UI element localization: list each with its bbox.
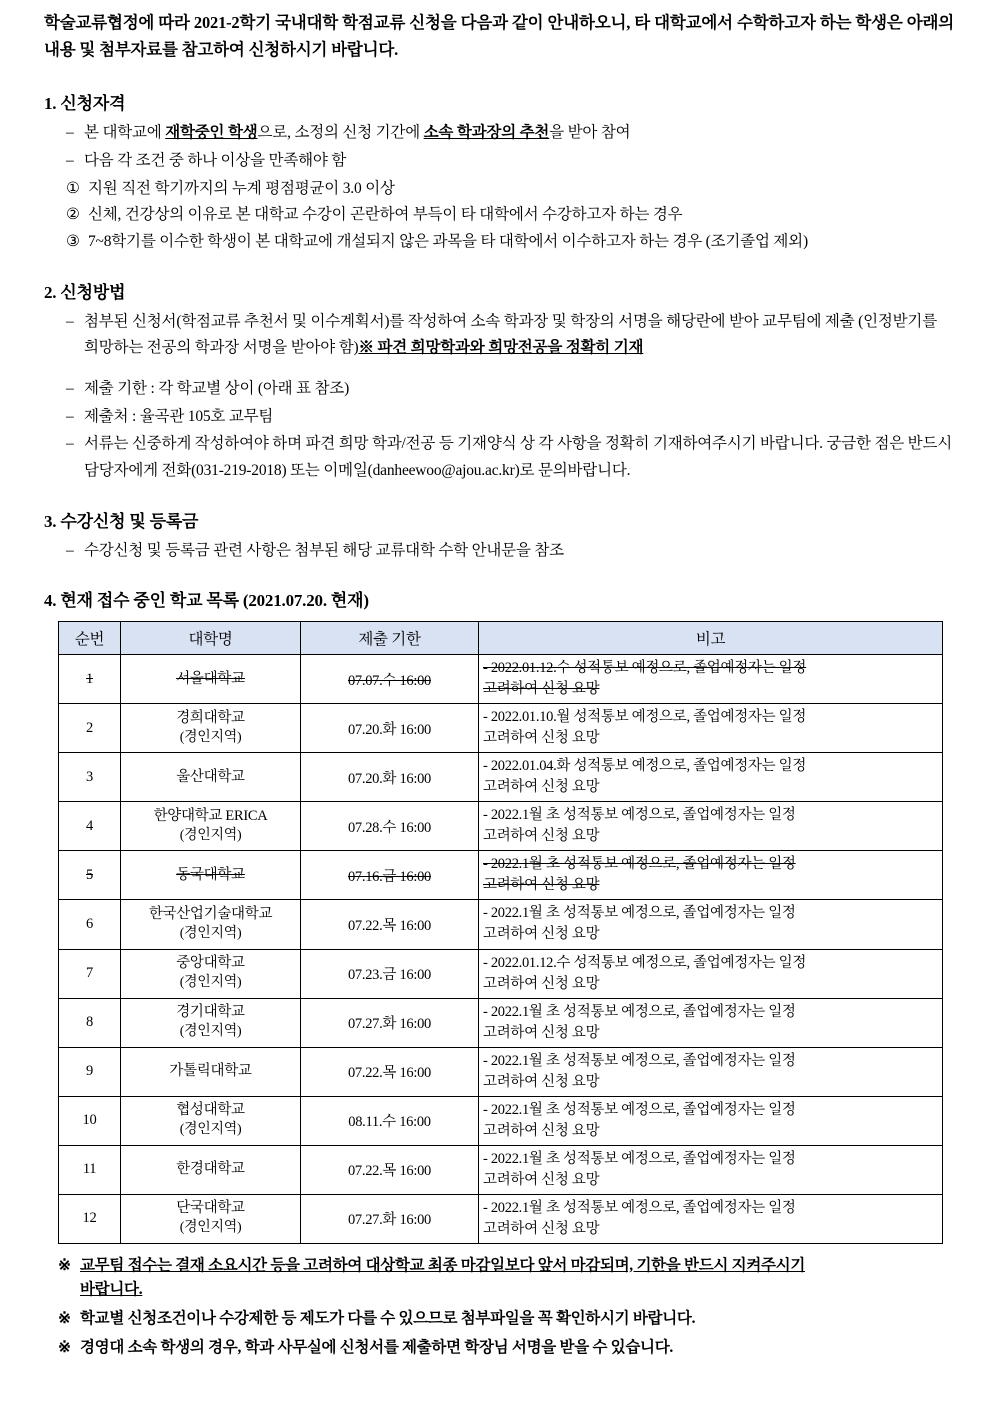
- section-application-method: [44, 278, 954, 485]
- cell-university: [121, 1194, 301, 1243]
- cell-note: [479, 900, 943, 949]
- section-registration: [44, 507, 954, 565]
- section-3-heading: 3. 수강신청 및 등록금: [44, 511, 199, 531]
- note-line-2: 고려하여 신청 요망: [483, 1220, 600, 1237]
- cell-university: [121, 1145, 301, 1194]
- circled-number: ②: [66, 206, 80, 224]
- footnotes: [58, 1254, 954, 1361]
- footnote: [58, 1254, 954, 1304]
- item-text-pre: 본 대학교에: [84, 124, 166, 142]
- university-name: 한양대학교 ERICA: [153, 808, 268, 825]
- university-region: (경인지역): [179, 1121, 242, 1137]
- section-school-list: [44, 586, 954, 1361]
- cell-due: 07.27.화 16:00: [301, 998, 479, 1047]
- item-emphasis-1: 재학중인 학생: [165, 124, 258, 142]
- cell-note: [479, 998, 943, 1047]
- note-line-1: - 2022.1월 초 성적통보 예정으로, 졸업예정자는 일정: [483, 856, 796, 873]
- university-region: (경인지역): [179, 1023, 242, 1039]
- table-row: [59, 704, 943, 753]
- reference-mark: ※: [58, 1339, 71, 1357]
- footnote-line-1: 교무팀 접수는 결재 소요시간 등을 고려하여 대상학교 최종 마감일보다 앞서 마감되며, 기한을 반드시 지켜주시기: [80, 1256, 806, 1274]
- cell-note: [479, 753, 943, 802]
- note-line-2: 고려하여 신청 요망: [483, 1073, 600, 1090]
- cell-no: 6: [59, 900, 121, 949]
- cell-university: [121, 704, 301, 753]
- reference-mark: ※: [58, 1310, 71, 1328]
- note-line-2: 고려하여 신청 요망: [483, 975, 600, 992]
- table-row: [59, 802, 943, 851]
- cell-note: [479, 655, 943, 704]
- table-row: [59, 1096, 943, 1145]
- section-3-list: [44, 538, 954, 565]
- note-line-1: - 2022.01.12.수 성적통보 예정으로, 졸업예정자는 일정: [483, 660, 807, 677]
- list-item: – 수강신청 및 등록금 관련 사항은 첨부된 해당 교류대학 수학 안내문을 참조: [66, 538, 954, 565]
- table-row: [59, 851, 943, 900]
- university-name: 한국산업기술대학교: [148, 906, 273, 923]
- cell-note: [479, 704, 943, 753]
- university-name: 서울대학교: [176, 670, 245, 687]
- cell-due: 07.28.수 16:00: [301, 802, 479, 851]
- table-row: [59, 1194, 943, 1243]
- item-emphasis: ※ 파견 희망학과와 희망전공을 정확히 기재: [358, 339, 644, 357]
- university-region: (경인지역): [179, 1220, 242, 1235]
- note-line-1: - 2022.01.04.화 성적통보 예정으로, 졸업예정자는 일정: [483, 758, 807, 775]
- cell-note: [479, 1145, 943, 1194]
- cell-university: [121, 1096, 301, 1145]
- table-row: [59, 1047, 943, 1096]
- cell-note: [479, 949, 943, 998]
- item-text-mid: 으로, 소정의 신청 기간에: [257, 124, 424, 142]
- list-item: [66, 309, 954, 362]
- cell-due: 07.22.목 16:00: [301, 1047, 479, 1096]
- column-header-note: 비고: [479, 622, 943, 655]
- university-name: 가톨릭대학교: [169, 1062, 252, 1079]
- circled-number: ③: [66, 233, 80, 251]
- note-line-2: 고려하여 신청 요망: [483, 1171, 600, 1188]
- cell-no: 2: [59, 704, 121, 753]
- footnote: [58, 1307, 954, 1332]
- university-name: 경희대학교: [176, 710, 245, 727]
- cell-university: [121, 1047, 301, 1096]
- cell-university: [121, 851, 301, 900]
- section-qualification: [44, 89, 954, 255]
- list-item: – 다음 각 조건 중 하나 이상을 만족해야 함: [66, 148, 954, 175]
- cell-due: 07.16.금 16:00: [301, 851, 479, 900]
- table-row: [59, 753, 943, 802]
- cell-note: [479, 802, 943, 851]
- university-region: (경인지역): [179, 729, 242, 745]
- note-line-1: - 2022.01.10.월 성적통보 예정으로, 졸업예정자는 일정: [483, 709, 807, 726]
- note-line-2: 고려하여 신청 요망: [483, 1024, 600, 1041]
- cell-due: 07.07.수 16:00: [301, 655, 479, 704]
- university-name: 중앙대학교: [176, 955, 245, 972]
- cell-university: [121, 998, 301, 1047]
- school-list-table: [58, 621, 943, 1243]
- cell-no: 4: [59, 802, 121, 851]
- item-text: 첨부된 신청서(학점교류 추천서 및 이수계획서)를 작성하여 소속 학과장 및 학장의 서명을 해당란에 받아 교무팀에 제출 (인정받기를 희망하는 전공의 학과장 서명을 받아야 함): [84, 312, 937, 357]
- cell-university: [121, 802, 301, 851]
- section-2-list: [44, 309, 954, 485]
- university-name: 한경대학교: [176, 1160, 245, 1177]
- cell-due: 07.20.화 16:00: [301, 704, 479, 753]
- note-line-2: 고려하여 신청 요망: [483, 779, 600, 796]
- cell-note: [479, 1047, 943, 1096]
- cell-due: 07.27.화 16:00: [301, 1194, 479, 1243]
- university-region: (경인지역): [179, 925, 242, 941]
- section-2-heading: 2. 신청방법: [44, 282, 126, 302]
- column-header-due: 제출 기한: [301, 622, 479, 655]
- note-line-1: - 2022.1월 초 성적통보 예정으로, 졸업예정자는 일정: [483, 1101, 796, 1118]
- cell-due: 08.11.수 16:00: [301, 1096, 479, 1145]
- cell-no: 7: [59, 949, 121, 998]
- column-header-no: 순번: [59, 622, 121, 655]
- cell-university: [121, 753, 301, 802]
- sub-item-text: 신체, 건강상의 이유로 본 대학교 수강이 곤란하여 부득이 타 대학에서 수강하고자 하는 경우: [88, 206, 683, 224]
- list-item: – 제출 기한 : 각 학교별 상이 (아래 표 참조): [66, 376, 954, 403]
- university-name: 동국대학교: [176, 866, 245, 883]
- list-item: [66, 229, 954, 256]
- cell-no: 12: [59, 1194, 121, 1243]
- item-text-post: 을 받아 참여: [549, 124, 631, 142]
- sub-item-text: 7~8학기를 이수한 학생이 본 대학교에 개설되지 않은 과목을 타 대학에서 이수하고자 하는 경우 (조기졸업 제외): [88, 233, 808, 251]
- intro-paragraph: 학술교류협정에 따라 2021-2학기 국내대학 학점교류 신청을 다음과 같이 안내하오니, 타 대학교에서 수학하고자 하는 학생은 아래의 내용 및 첨부자료를 참고하여 신청하시기 바랍니다.: [44, 13, 954, 59]
- table-row: [59, 949, 943, 998]
- cell-university: [121, 949, 301, 998]
- cell-no: 3: [59, 753, 121, 802]
- cell-no: 10: [59, 1096, 121, 1145]
- item-emphasis-2: 소속 학과장의 추천: [423, 124, 550, 142]
- circled-number: ①: [66, 179, 80, 197]
- cell-note: [479, 1096, 943, 1145]
- section-1-sublist: [44, 176, 954, 256]
- cell-no: 9: [59, 1047, 121, 1096]
- note-line-2: 고려하여 신청 요망: [483, 828, 600, 845]
- cell-due: 07.22.목 16:00: [301, 1145, 479, 1194]
- cell-no: 5: [59, 851, 121, 900]
- cell-university: [121, 900, 301, 949]
- footnote-line-1: 학교별 신청조건이나 수강제한 등 제도가 다를 수 있으므로 첨부파일을 꼭 확인하시기 바랍니다.: [80, 1310, 696, 1328]
- section-4-heading: 4. 현재 접수 중인 학교 목록 (2021.07.20. 현재): [44, 591, 369, 611]
- column-header-university: 대학명: [121, 622, 301, 655]
- cell-due: 07.22.목 16:00: [301, 900, 479, 949]
- table-header-row: [59, 622, 943, 655]
- table-row: [59, 900, 943, 949]
- reference-mark: ※: [58, 1256, 71, 1274]
- note-line-2: 고려하여 신청 요망: [483, 926, 600, 943]
- university-name: 울산대학교: [176, 768, 245, 785]
- university-name: 경기대학교: [176, 1004, 245, 1021]
- sub-item-text: 지원 직전 학기까지의 누계 평점평균이 3.0 이상: [88, 179, 395, 197]
- section-1-list: [44, 120, 954, 174]
- list-item: [66, 202, 954, 229]
- list-item: [66, 176, 954, 203]
- footnote-line-1: 경영대 소속 학생의 경우, 학과 사무실에 신청서를 제출하면 학장님 서명을 받을 수 있습니다.: [80, 1339, 673, 1357]
- cell-due: 07.23.금 16:00: [301, 949, 479, 998]
- cell-no: 8: [59, 998, 121, 1047]
- table-row: [59, 998, 943, 1047]
- note-line-2: 고려하여 신청 요망: [483, 1122, 600, 1139]
- university-region: (경인지역): [179, 974, 242, 990]
- cell-due: 07.20.화 16:00: [301, 753, 479, 802]
- cell-no: 11: [59, 1145, 121, 1194]
- university-name: 협성대학교: [176, 1102, 245, 1119]
- note-line-1: - 2022.1월 초 성적통보 예정으로, 졸업예정자는 일정: [483, 1003, 796, 1020]
- note-line-1: - 2022.1월 초 성적통보 예정으로, 졸업예정자는 일정: [483, 807, 796, 824]
- table-row: [59, 1145, 943, 1194]
- footnote-line-2: 바랍니다.: [80, 1281, 143, 1299]
- list-item: – 제출처 : 율곡관 105호 교무팀: [66, 404, 954, 431]
- note-line-1: - 2022.1월 초 성적통보 예정으로, 졸업예정자는 일정: [483, 1052, 796, 1069]
- note-line-1: - 2022.1월 초 성적통보 예정으로, 졸업예정자는 일정: [483, 905, 796, 922]
- cell-no: 1: [59, 655, 121, 704]
- note-line-2: 고려하여 신청 요망: [483, 681, 600, 698]
- table-body: [59, 655, 943, 1243]
- note-line-1: - 2022.1월 초 성적통보 예정으로, 졸업예정자는 일정: [483, 1150, 796, 1167]
- footnote: [58, 1336, 954, 1361]
- note-line-1: - 2022.01.12.수 성적통보 예정으로, 졸업예정자는 일정: [483, 954, 807, 971]
- university-region: (경인지역): [179, 827, 242, 843]
- section-1-heading: 1. 신청자격: [44, 94, 126, 114]
- note-line-2: 고려하여 신청 요망: [483, 730, 600, 747]
- list-item: – 서류는 신중하게 작성하여야 하며 파견 희망 학과/전공 등 기재양식 상 각 사항을 정확히 기재하여주시기 바랍니다. 궁금한 점은 반드시 담당자에게 전화(031-219-2018) 또는 이메일(danheewoo@ajou.ac.kr)로 문의바랍니다.: [66, 431, 954, 484]
- cell-note: [479, 1194, 943, 1243]
- university-name: 단국대학교: [176, 1200, 245, 1217]
- cell-note: [479, 851, 943, 900]
- note-line-2: 고려하여 신청 요망: [483, 877, 600, 894]
- note-line-1: - 2022.1월 초 성적통보 예정으로, 졸업예정자는 일정: [483, 1199, 796, 1216]
- cell-university: [121, 655, 301, 704]
- list-item: [66, 120, 954, 147]
- table-row: [59, 655, 943, 704]
